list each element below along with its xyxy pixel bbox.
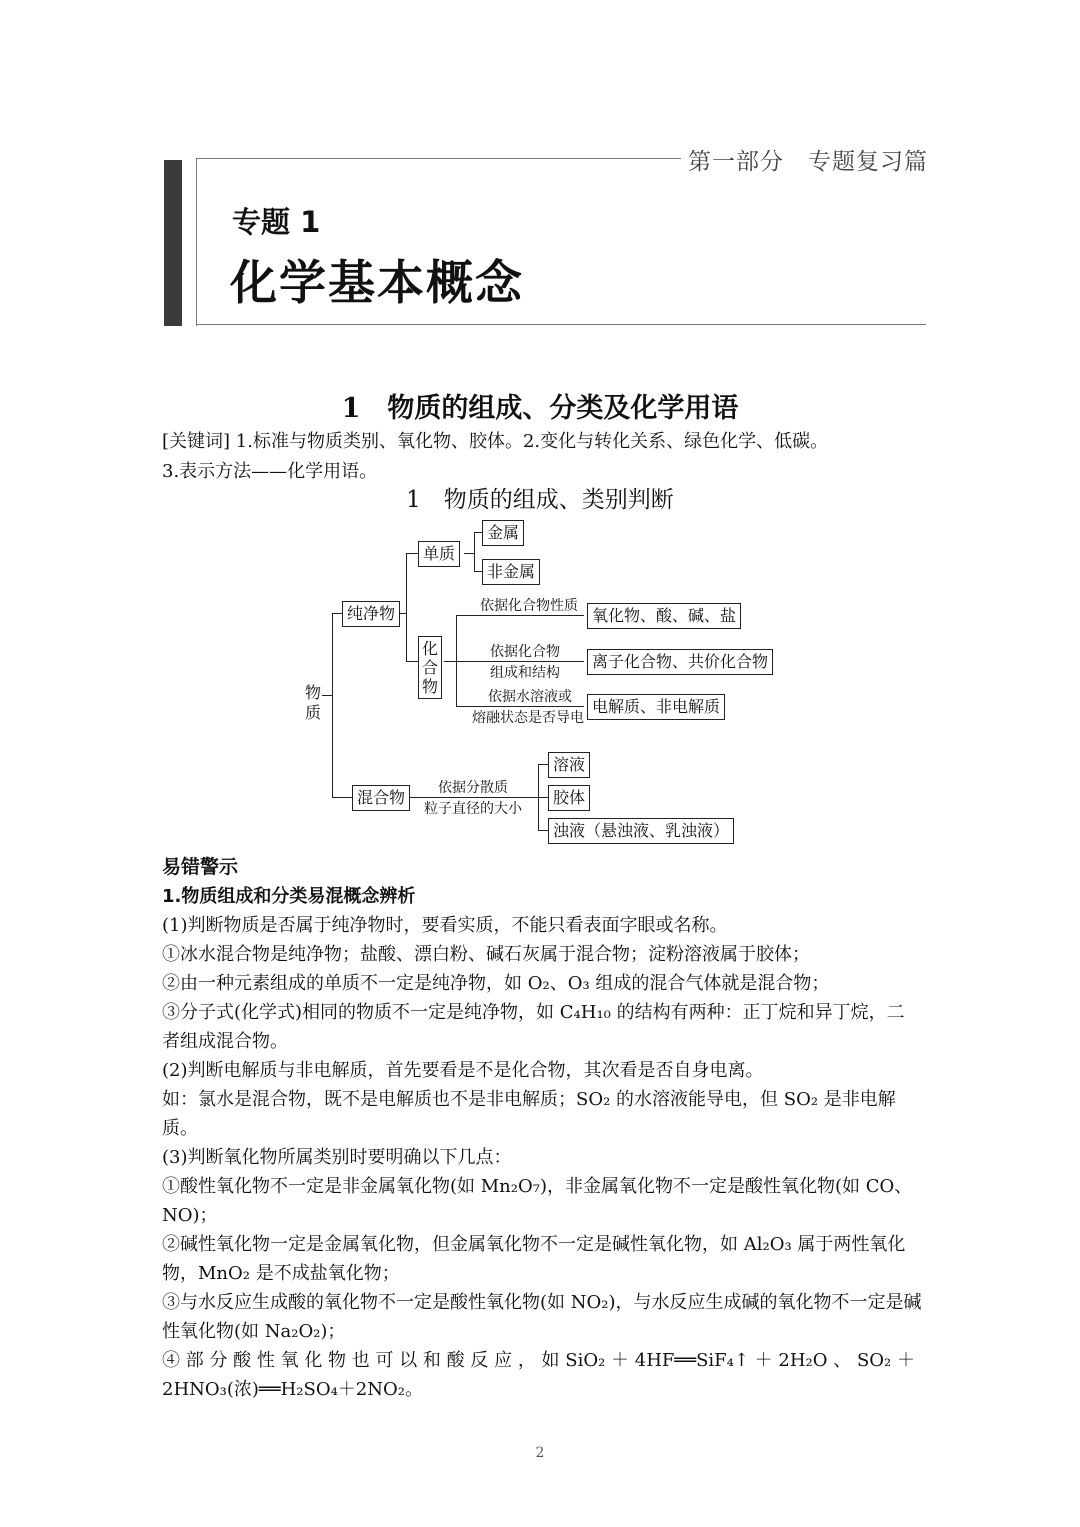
box-mixture: 混合物 bbox=[352, 785, 410, 811]
box-nonmetal: 非金属 bbox=[482, 559, 540, 585]
keywords-label: [关键词] bbox=[162, 431, 231, 452]
criterion-composition-1: 依据化合物 bbox=[490, 644, 560, 660]
note-para: (1)判断物质是否属于纯净物时，要看实质，不能只看表面字眼或名称。 bbox=[162, 915, 728, 936]
note-para: 如：氯水是混合物，既不是电解质也不是非电解质；SO₂ 的水溶液能导电，但 SO₂ 是非电解质。 bbox=[162, 1089, 896, 1139]
topic-title: 化学基本概念 bbox=[230, 256, 524, 311]
section-title: 1 物质的组成、分类及化学用语 bbox=[341, 393, 739, 424]
note-para: ③与水反应生成酸的氧化物不一定是酸性氧化物(如 NO₂)，与水反应生成碱的氧化物不一定是碱性氧化物(如 Na₂O₂)； bbox=[162, 1292, 922, 1342]
note-para: (3)判断氧化物所属类别时要明确以下几点： bbox=[162, 1147, 512, 1168]
note-para: (2)判断电解质与非电解质，首先要看是不是化合物，其次看是否自身电离。 bbox=[162, 1060, 764, 1081]
notes-block bbox=[162, 853, 922, 1404]
note-para: ③分子式(化学式)相同的物质不一定是纯净物，如 C₄H₁₀ 的结构有两种：正丁烷和异丁烷，二者组成混合物。 bbox=[162, 1002, 905, 1052]
criterion-conductivity-1: 依据水溶液或 bbox=[488, 689, 572, 705]
note-para: ②碱性氧化物一定是金属氧化物，但金属氧化物不一定是碱性氧化物，如 Al₂O₃ 属于两性氧化物，MnO₂ 是不成盐氧化物； bbox=[162, 1234, 906, 1284]
criterion-particle-size-2: 粒子直径的大小 bbox=[424, 801, 522, 817]
box-colloid: 胶体 bbox=[548, 785, 590, 811]
box-solution: 溶液 bbox=[548, 752, 590, 778]
box-metal: 金属 bbox=[482, 520, 524, 546]
subsection-title: 1 物质的组成、类别判断 bbox=[406, 487, 674, 513]
criterion-conductivity-2: 熔融状态是否导电 bbox=[472, 710, 584, 726]
criterion-particle-size-1: 依据分散质 bbox=[438, 780, 508, 796]
topic-number: 专题 1 bbox=[232, 205, 321, 239]
notes-heading: 易错警示 bbox=[162, 856, 239, 878]
box-ionic-covalent: 离子化合物、共价化合物 bbox=[587, 649, 773, 675]
note-para: ①酸性氧化物不一定是非金属氧化物(如 Mn₂O₇)，非金属氧化物不一定是酸性氧化物(如 CO、NO)； bbox=[162, 1176, 913, 1226]
note-para: ②由一种元素组成的单质不一定是纯净物，如 O₂、O₃ 组成的混合气体就是混合物； bbox=[162, 973, 830, 994]
pure-branch bbox=[406, 553, 407, 661]
page-number: 2 bbox=[535, 1445, 545, 1461]
box-electrolyte: 电解质、非电解质 bbox=[587, 694, 725, 720]
box-turbid: 浊液（悬浊液、乳浊液） bbox=[548, 818, 734, 844]
box-oxide-acid-base-salt: 氧化物、酸、碱、盐 bbox=[587, 603, 741, 629]
keywords-line1: 1.标准与物质类别、氧化物、胶体。2.变化与转化关系、绿色化学、低碳。 bbox=[235, 431, 829, 452]
box-pure-substance: 纯净物 bbox=[342, 601, 400, 627]
note-para: ④ 部 分 酸 性 氧 化 物 也 可 以 和 酸 反 应 ， 如 SiO₂ ＋ 4HF══SiF₄↑ ＋ 2H₂O 、 SO₂ ＋ 2HNO₃(浓)══H₂SO₄＋2NO₂。 bbox=[162, 1350, 915, 1400]
criterion-composition-2: 组成和结构 bbox=[490, 665, 560, 681]
notes-subheading: 1.物质组成和分类易混概念辨析 bbox=[162, 886, 416, 907]
box-compound: 化合物 bbox=[418, 636, 442, 699]
box-element: 单质 bbox=[418, 541, 460, 567]
root-trunk bbox=[332, 613, 333, 798]
part-label: 第一部分 专题复习篇 bbox=[688, 149, 928, 175]
note-para: ①冰水混合物是纯净物；盐酸、漂白粉、碱石灰属于混合物；淀粉溶液属于胶体； bbox=[162, 944, 810, 965]
diagram-root: 物质 bbox=[304, 683, 321, 722]
keywords-line2: 3.表示方法——化学用语。 bbox=[162, 461, 378, 482]
criterion-property: 依据化合物性质 bbox=[480, 598, 578, 614]
